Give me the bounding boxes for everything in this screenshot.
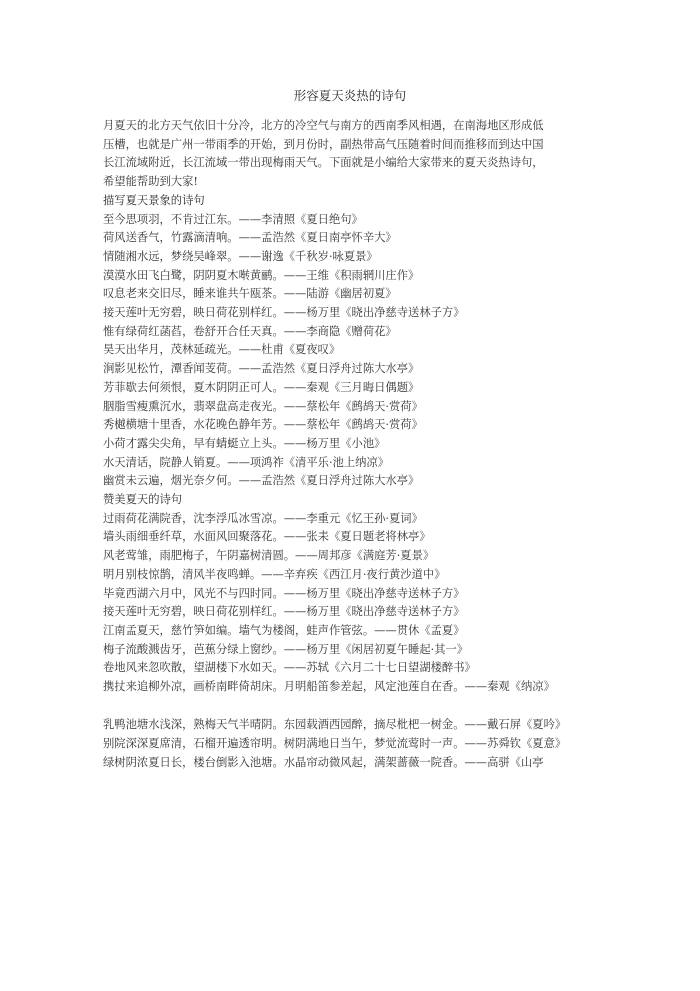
- intro-paragraph: [103, 117, 603, 192]
- poem-line: 携扙来追柳外凉，画桥南畔倚胡床。月明船笛参差起，风定池莲自在香。——秦观《纳凉》: [103, 680, 555, 694]
- poem-line: 卷地风来忽吹散，望湖楼下水如天。——苏轼《六月二十七日望湖楼醉书》: [103, 661, 476, 675]
- document-body: [103, 117, 603, 772]
- poem-line: 毕竟西湖六月中，风光不与四时同。——杨万里《晓出净慈寺送林子方》: [103, 586, 465, 600]
- poem-line: 梅子流酸溅齿牙，芭蕉分绿上窗纱。——杨万里《闲居初夏午睡起·其一》: [103, 642, 469, 656]
- section-heading: 描写夏天景象的诗句: [103, 193, 205, 207]
- poem-line: 接天莲叶无穷碧，映日荷花别样红。——杨万里《晓出净慈寺送林子方》: [103, 306, 465, 320]
- poem-line: 惟有绿荷红菡萏，卷舒开合任天真。——李商隐《赠荷花》: [103, 324, 397, 338]
- poem-line: 情随湘水远，梦绕吴峰翠。——谢逸《千秋岁·咏夏景》: [103, 249, 378, 263]
- poem-line-wrapped: 乳鸭池塘水浅深，熟梅天气半晴阴。东园载酒西园醉，摘尽枇杷一树金。——戴石屏《夏吟》: [103, 718, 567, 732]
- intro-line: 长江流域附近，长江流域一带出现梅雨天气。下面就是小编给大家带来的夏天炎热诗句，: [103, 156, 544, 170]
- poem-line: 秀樾横塘十里香，水花晚色静年芳。——蔡松年《鹧鸪天·赏荷》: [103, 418, 423, 432]
- poem-line-wrapped: 绿树阴浓夏日长，楼台倒影入池塘。水晶帘动微风起，满架蔷薇一院香。——高骈《山亭: [103, 756, 544, 770]
- poem-line: 荷风送香气，竹露滴清响。——孟浩然《夏日南亭怀辛大》: [103, 231, 397, 245]
- poem-line: 风老莺雏，雨肥梅子，午阴嘉树清圆。——周邦彦《满庭芳·夏景》: [103, 549, 435, 563]
- poem-line: 至今思项羽，不肯过江东。——李清照《夏日绝句》: [103, 212, 363, 226]
- section-heading: 赞美夏天的诗句: [103, 493, 183, 507]
- document-title: 形容夏天炎热的诗句: [293, 88, 407, 103]
- poem-line: 明月别枝惊鹊，清风半夜鸣蝉。——辛弃疾《西江月·夜行黄沙道中》: [103, 567, 446, 581]
- poem-line: 水天清话，院静人销夏。——项鸿祚《清平乐·池上纳凉》: [103, 455, 390, 469]
- poem-line: 芳菲歇去何须恨，夏木阴阴正可人。——秦观《三月晦日偶题》: [103, 380, 420, 394]
- poem-line: 昊天出华月，茂林延疏光。——杜甫《夏夜叹》: [103, 343, 341, 357]
- poem-line: 幽赏未云遍，烟光奈夕何。——孟浩然《夏日浮舟过陈大水亭》: [103, 474, 420, 488]
- poem-line: 江南孟夏天，慈竹笋如编。墙气为楼阁，蛙声作管弦。——贯休《孟夏》: [103, 623, 465, 637]
- intro-line: 压槽，也就是广州一带雨季的开始，到月份时，副热带高气压随着时间而推移而到达中国: [103, 137, 544, 151]
- poem-line-wrapped: 别院深深夏席清，石榴开遍透帘明。树阴满地日当午，梦觉流莺时一声。——苏舜钦《夏意》: [103, 737, 567, 751]
- poem-line: 胭脂雪瘦熏沉水，翡翠盘高走夜光。——蔡松年《鹧鸪天·赏荷》: [103, 399, 423, 413]
- intro-line: 月夏天的北方天气依旧十分冷，北方的冷空气与南方的西南季风相遇，在南海地区形成低: [103, 119, 544, 132]
- poem-line: 墙头雨细垂纤草，水面风回聚落花。——张耒《夏日题老将林亭》: [103, 530, 431, 544]
- intro-line: 希望能帮助到大家!: [103, 175, 198, 189]
- poem-line: 过雨荷花满院香，沈李浮瓜冰雪凉。——李重元《忆王孙·夏词》: [103, 511, 423, 525]
- poem-line: 涧影见松竹，潭香闻芰荷。——孟浩然《夏日浮舟过陈大水亭》: [103, 362, 420, 376]
- poem-line: 接天莲叶无穷碧，映日荷花别样红。——杨万里《晓出净慈寺送林子方》: [103, 605, 465, 619]
- paragraph-gap: [103, 697, 603, 716]
- poem-line: 漠漠水田飞白鹭，阴阴夏木啭黄鹂。——王维《积雨辋川庄作》: [103, 268, 420, 282]
- poem-line: 小荷才露尖尖角，早有蜻蜓立上头。——杨万里《小池》: [103, 436, 386, 450]
- poem-line: 叹息老来交旧尽，睡来谁共午瓯茶。——陆游《幽居初夏》: [103, 287, 397, 301]
